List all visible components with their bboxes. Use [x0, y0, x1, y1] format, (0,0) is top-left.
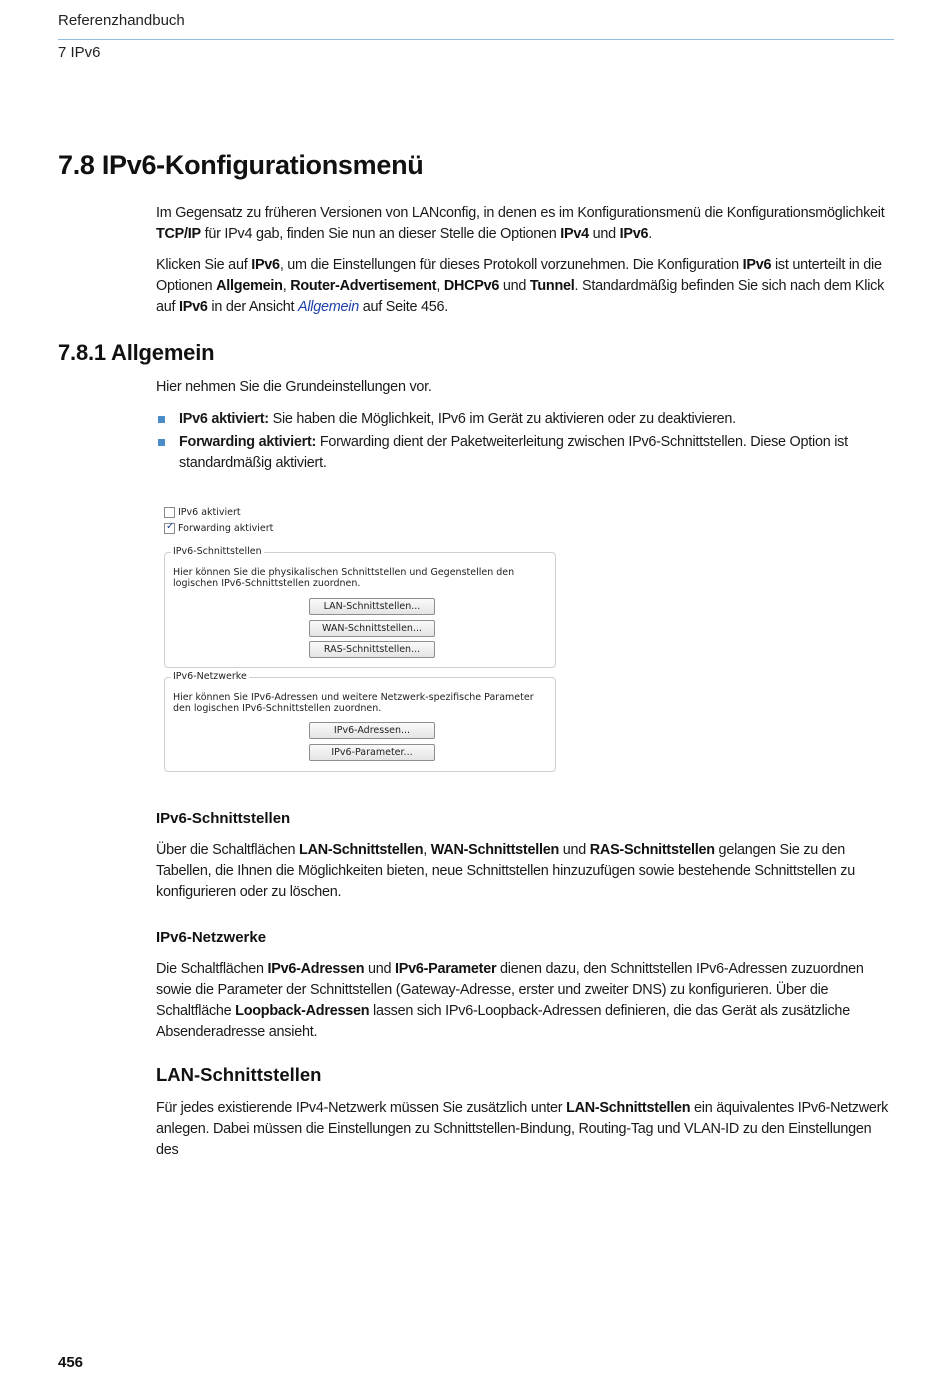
lan-interfaces-button[interactable]: LAN-Schnittstellen... [309, 598, 435, 615]
heading-ipv6-networks: IPv6-Netzwerke [156, 929, 267, 946]
heading-lan-interfaces: LAN-Schnittstellen [156, 1064, 322, 1085]
group-description: Hier können Sie IPv6-Adressen und weitere Netzwerk-spezifische Parameter den logischen IPv6-Schnittstellen zuordnen. [173, 692, 534, 714]
list-item: Forwarding aktiviert: Forwarding dient der Paketweiterleitung zwischen IPv6-Schnittstellen. Diese Option ist standardmäßig aktiviert. [156, 432, 896, 474]
ipv6-enabled-checkbox[interactable]: IPv6 aktiviert [164, 506, 241, 519]
ipv6-addresses-button[interactable]: IPv6-Adressen... [309, 722, 435, 739]
group-title: IPv6-Netzwerke [173, 671, 247, 682]
dialog-screenshot [160, 500, 560, 775]
checkbox-icon [164, 507, 175, 518]
section-paragraph-2: Klicken Sie auf IPv6, um die Einstellungen für dieses Protokoll vorzunehmen. Die Konfiguration IPv6 ist unterteilt in die Optionen Allgemein, Router-Advertisement, DHCPv6 und Tunnel. Standardmäßig befinden Sie sich nach dem Klick auf IPv6 in der Ansicht Allgemein auf Seite 456. [156, 257, 885, 315]
running-header-chapter: 7 IPv6 [58, 44, 101, 61]
wan-interfaces-button[interactable]: WAN-Schnittstellen... [309, 620, 435, 637]
list-item: IPv6 aktiviert: Sie haben die Möglichkeit, IPv6 im Gerät zu aktivieren oder zu deaktivieren. [156, 409, 896, 430]
subsection-heading: 7.8.1 Allgemein [58, 340, 215, 365]
bullet-square-icon [158, 439, 165, 446]
paragraph-ipv6-interfaces: Über die Schaltflächen LAN-Schnittstellen, WAN-Schnittstellen und RAS-Schnittstellen gelangen Sie zu den Tabellen, die Ihnen die Möglichkeiten bieten, neue Schnittstellen hinzuzufügen sowie bestehende Schnittstellen zu konfigurieren oder zu löschen. [156, 842, 855, 900]
link-allgemein[interactable]: Allgemein [298, 299, 359, 315]
heading-ipv6-interfaces: IPv6-Schnittstellen [156, 810, 291, 827]
checkbox-checked-icon [164, 523, 175, 534]
page-number: 456 [58, 1354, 84, 1371]
group-title: IPv6-Schnittstellen [173, 546, 262, 557]
subsection-intro: Hier nehmen Sie die Grundeinstellungen vor. [156, 379, 432, 395]
group-ipv6-networks [164, 671, 556, 772]
section-paragraph-1: Im Gegensatz zu früheren Versionen von LANconfig, in denen es im Konfigurationsmenü die Konfigurationsmöglichkeit TCP/IP für IPv4 gab, finden Sie nun an dieser Stelle die Optionen IPv4 und IPv6. [156, 205, 885, 242]
header-divider [58, 39, 894, 40]
option-list [156, 409, 896, 476]
ras-interfaces-button[interactable]: RAS-Schnittstellen... [309, 641, 435, 658]
group-ipv6-interfaces [164, 546, 556, 668]
ipv6-parameters-button[interactable]: IPv6-Parameter... [309, 744, 435, 761]
running-header-title: Referenzhandbuch [58, 12, 185, 29]
bullet-square-icon [158, 416, 165, 423]
section-heading: 7.8 IPv6-Konfigurationsmenü [58, 150, 424, 180]
group-description: Hier können Sie die physikalischen Schnittstellen und Gegenstellen den logischen IPv6-Schnittstellen zuordnen. [173, 567, 515, 589]
paragraph-lan-interfaces: Für jedes existierende IPv4-Netzwerk müssen Sie zusätzlich unter LAN-Schnittstellen ein äquivalentes IPv6-Netzwerk anlegen. Dabei müssen die Einstellungen zu Schnittstellen-Bindung, Routing-Tag und VLAN-ID zu den Einstellungen des [156, 1100, 889, 1158]
forwarding-enabled-checkbox[interactable]: ✓ Forwarding aktiviert [164, 522, 273, 535]
paragraph-ipv6-networks: Die Schaltflächen IPv6-Adressen und IPv6-Parameter dienen dazu, den Schnittstellen IPv6-Adressen zuzuordnen sowie die Parameter der Schnittstellen (Gateway-Adresse, erster und zweiter DNS) zu konfigurieren. Über die Schaltfläche Loopback-Adressen lassen sich IPv6-Loopback-Adressen definieren, die das Gerät als zusätzliche Absenderadresse ansieht. [156, 961, 864, 1040]
